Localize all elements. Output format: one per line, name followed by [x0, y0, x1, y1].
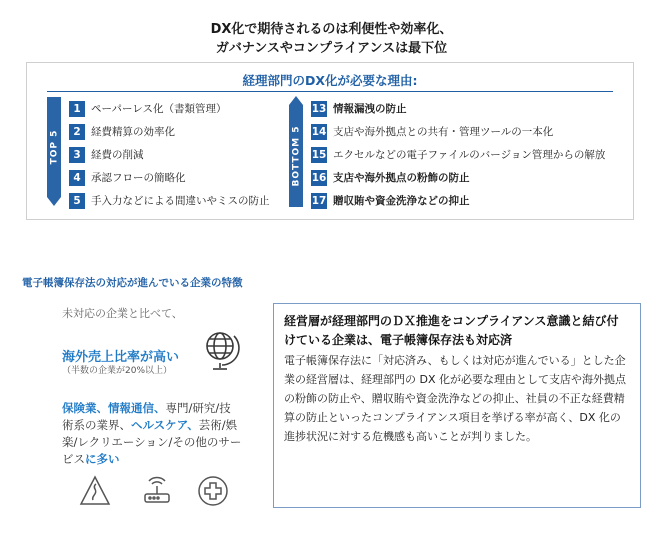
rank-number: 15 — [311, 148, 327, 161]
list-item — [69, 166, 270, 189]
industries-part-5: に多い — [85, 452, 120, 466]
list-item — [311, 166, 605, 189]
industries-text — [62, 400, 242, 468]
reason-label: 経費の削減 — [91, 149, 144, 161]
rank-number: 17 — [311, 194, 327, 207]
industries-part-4: 芸術/娯楽/レクリエーション/その他のサービス — [62, 418, 242, 466]
features-highlight: 海外売上比率が高い — [62, 350, 180, 365]
bottom-5-arrow-icon — [289, 96, 303, 105]
list-item — [69, 143, 270, 166]
list-item — [69, 120, 270, 143]
rank-number: 4 — [69, 170, 85, 186]
features-intro: 未対応の企業と比べて、 — [62, 307, 183, 320]
reason-label: ペーパーレス化（書類管理） — [91, 103, 227, 115]
router-icon — [140, 474, 174, 508]
reason-label: 承認フローの簡略化 — [91, 172, 186, 184]
reason-label: 支店や海外拠点の粉飾の防止 — [333, 172, 470, 184]
rank-number: 1 — [69, 101, 85, 117]
list-item — [311, 97, 605, 120]
list-item — [69, 189, 270, 212]
list-item — [311, 120, 605, 143]
rank-number: 13 — [311, 102, 327, 115]
bottom-5-tag-label: BOTTOM 5 — [291, 125, 301, 187]
bottom-5-list — [311, 97, 605, 212]
features-note: （半数の企業が20%以上） — [62, 366, 173, 376]
rank-number: 3 — [69, 147, 85, 163]
callout-title: 経営層が経理部門のＤＸ推進をコンプライアンス意識と結び付けている企業は、電子帳簿保存法も対応済 — [284, 314, 619, 347]
reason-label: 手入力などによる間違いやミスの防止 — [91, 195, 270, 207]
industries-part-3: ヘルスケア、 — [131, 418, 199, 432]
panel-divider — [47, 91, 613, 92]
top-5-tag-label: TOP 5 — [49, 129, 60, 165]
reason-label: 経費精算の効率化 — [91, 126, 175, 138]
rank-number: 2 — [69, 124, 85, 140]
top-5-tag — [47, 97, 61, 197]
reasons-panel — [26, 62, 634, 220]
top-5-arrow-icon — [47, 197, 61, 206]
bottom-5-tag — [289, 105, 303, 207]
list-item — [311, 189, 605, 212]
features-heading: 電子帳簿保存法の対応が進んでいる企業の特徴 — [22, 277, 243, 289]
summary-callout — [273, 303, 641, 508]
rank-number: 5 — [69, 193, 85, 209]
headline-line-2: ガバナンスやコンプライアンスは最下位 — [215, 41, 448, 56]
reason-label: 贈収賄や資金洗浄などの抑止 — [333, 195, 470, 207]
industries-part-1: 保険業、情報通信、 — [62, 401, 166, 415]
headline — [0, 20, 663, 58]
headline-line-1: DX化で期待されるのは利便性や効率化、 — [210, 22, 453, 37]
road-sign-icon — [78, 474, 112, 508]
panel-title: 経理部門のDX化が必要な理由: — [242, 73, 418, 88]
globe-icon — [200, 328, 244, 372]
callout-body: 電子帳簿保存法に「対応済み、もしくは対応が進んでいる」とした企業の経営層は、経理部門の DX 化が必要な理由として支店や海外拠点の粉飾の防止や、贈収賄や資金洗浄などの抑止、社員の不正な経費精算の防止といったコンプライアンス項目を挙げる率が高く、DX 化の進捗状況に対する危機感も高いことが判りました。 — [284, 354, 626, 443]
top-5-list — [69, 97, 270, 212]
rank-number: 16 — [311, 171, 327, 184]
reason-label: エクセルなどの電子ファイルのバージョン管理からの解放 — [333, 149, 606, 161]
industries-part-2: 専門/研究/技術系の業界、 — [62, 401, 231, 432]
medical-cross-icon — [196, 474, 230, 508]
reason-label: 支店や海外拠点との共有・管理ツールの一本化 — [333, 126, 554, 138]
list-item — [69, 97, 270, 120]
rank-number: 14 — [311, 125, 327, 138]
list-item — [311, 143, 605, 166]
reason-label: 情報漏洩の防止 — [333, 103, 407, 115]
